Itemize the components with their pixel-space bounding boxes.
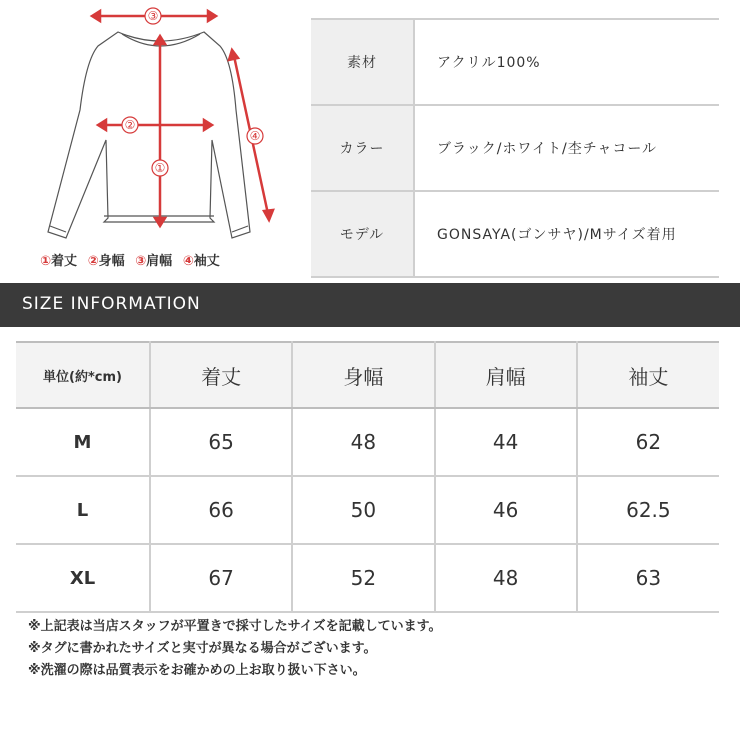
value-cell: 65 <box>150 408 292 476</box>
value-cell: 48 <box>435 544 577 612</box>
value-cell: 67 <box>150 544 292 612</box>
table-row <box>16 476 719 544</box>
value-cell: 66 <box>150 476 292 544</box>
value-cell: 50 <box>292 476 434 544</box>
legend-item: ④袖丈 <box>182 254 220 269</box>
value-cell: 52 <box>292 544 434 612</box>
value-cell: 46 <box>435 476 577 544</box>
legend-item: ③肩幅 <box>135 254 173 269</box>
legend-item: ①着丈 <box>40 254 78 269</box>
spec-table <box>311 18 719 278</box>
size-cell: L <box>16 476 150 544</box>
spec-label: 素材 <box>311 19 414 105</box>
header-sleeve-length: 袖丈 <box>577 342 719 408</box>
spec-row-material <box>311 19 719 105</box>
value-cell: 62 <box>577 408 719 476</box>
marker-body-width: ② <box>124 118 136 132</box>
size-information-banner <box>0 283 740 327</box>
banner-title: SIZE INFORMATION <box>22 294 201 314</box>
spec-value: ブラック/ホワイト/杢チャコール <box>414 105 719 191</box>
marker-length: ① <box>154 161 166 175</box>
legend-item: ②身幅 <box>87 254 125 269</box>
value-cell: 44 <box>435 408 577 476</box>
spec-row-color <box>311 105 719 191</box>
size-cell: M <box>16 408 150 476</box>
note-line: ※洗濯の際は品質表示をお確かめの上お取り扱い下さい。 <box>28 663 366 678</box>
table-row <box>16 544 719 612</box>
size-table <box>16 341 719 613</box>
spec-label: モデル <box>311 191 414 277</box>
marker-shoulder: ③ <box>147 9 159 23</box>
sweater-diagram <box>0 0 300 280</box>
value-cell: 48 <box>292 408 434 476</box>
marker-sleeve: ④ <box>249 129 261 143</box>
value-cell: 62.5 <box>577 476 719 544</box>
size-table-header <box>16 342 719 408</box>
note-line: ※上記表は当店スタッフが平置きで採寸したサイズを記載しています。 <box>28 619 442 634</box>
header-shoulder-width: 肩幅 <box>435 342 577 408</box>
sweater-outline <box>48 32 250 238</box>
spec-value: アクリル100% <box>414 19 719 105</box>
header-body-width: 身幅 <box>292 342 434 408</box>
spec-row-model <box>311 191 719 277</box>
notes <box>28 616 442 682</box>
note-line: ※タグに書かれたサイズと実寸が異なる場合がございます。 <box>28 641 377 656</box>
header-length: 着丈 <box>150 342 292 408</box>
value-cell: 63 <box>577 544 719 612</box>
spec-value: GONSAYA(ゴンサヤ)/Mサイズ着用 <box>414 191 719 277</box>
measurement-legend <box>40 250 300 269</box>
unit-header: 単位(約*cm) <box>16 342 150 408</box>
spec-label: カラー <box>311 105 414 191</box>
size-cell: XL <box>16 544 150 612</box>
table-row <box>16 408 719 476</box>
